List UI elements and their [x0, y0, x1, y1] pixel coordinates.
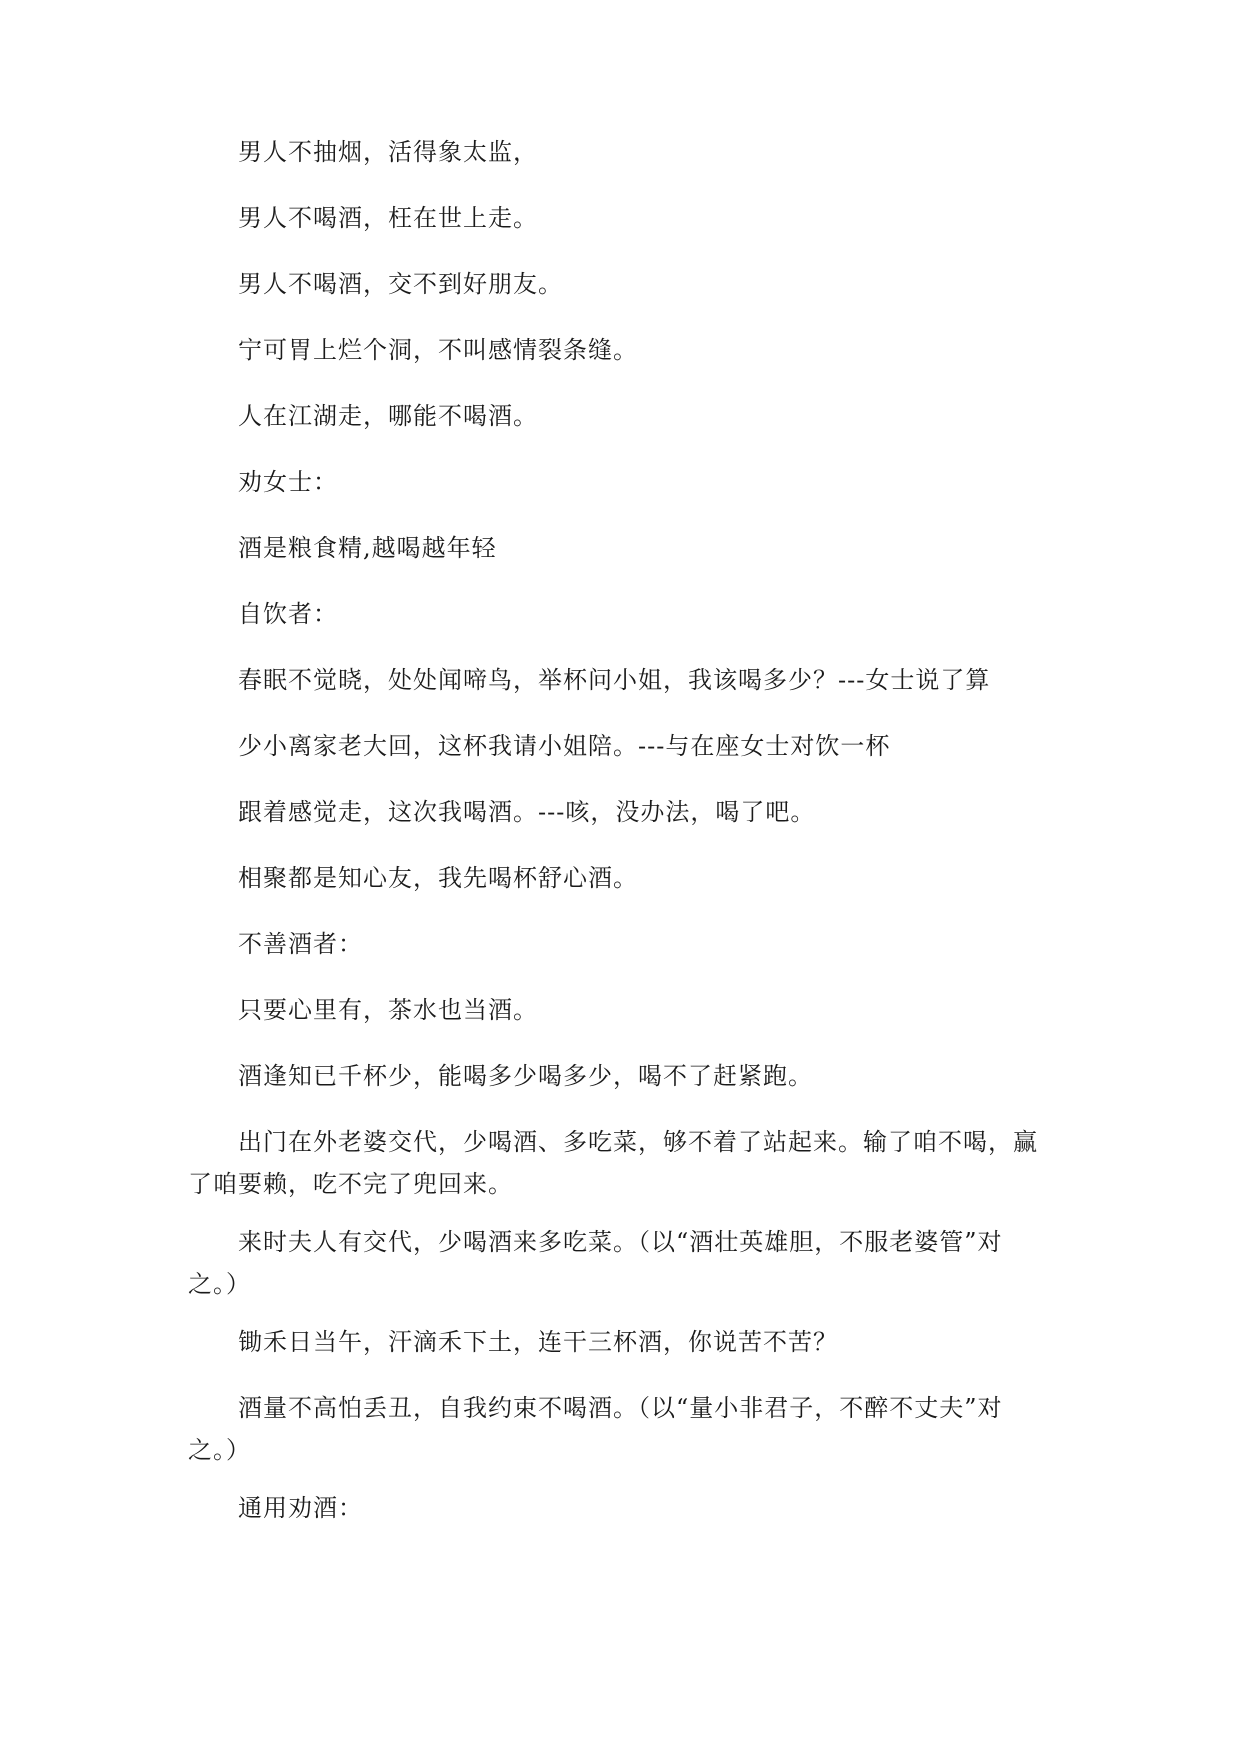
paragraph: 通用劝酒：	[238, 1494, 363, 1522]
paragraph: 男人不抽烟，活得象太监，	[238, 138, 538, 166]
paragraph: 人在江湖走，哪能不喝酒。	[238, 402, 538, 430]
paragraph: 男人不喝酒，交不到好朋友。	[238, 270, 563, 298]
paragraph: 酒是粮食精,越喝越年轻	[238, 534, 497, 562]
paragraph: 劝女士：	[238, 468, 338, 496]
paragraph: 酒量不高怕丢丑，自我约束不喝酒。（以“量小非君子，不醉不丈夫”对之。）	[188, 1394, 1003, 1464]
paragraph: 出门在外老婆交代，少喝酒、多吃菜，够不着了站起来。输了咱不喝，赢了咱要赖，吃不完了兜回来。	[188, 1128, 1038, 1198]
paragraph: 酒逢知已千杯少，能喝多少喝多少，喝不了赶紧跑。	[238, 1062, 813, 1090]
paragraph: 跟着感觉走，这次我喝酒。---咳，没办法，喝了吧。	[238, 798, 816, 826]
paragraph: 相聚都是知心友，我先喝杯舒心酒。	[238, 864, 638, 892]
paragraph: 自饮者：	[238, 600, 338, 628]
paragraph: 少小离家老大回，这杯我请小姐陪。---与在座女士对饮一杯	[238, 732, 891, 760]
paragraph: 锄禾日当午，汗滴禾下土，连干三杯酒，你说苦不苦？	[238, 1328, 838, 1356]
paragraph: 春眠不觉晓，处处闻啼鸟，举杯问小姐，我该喝多少？---女士说了算	[238, 666, 991, 694]
paragraph: 只要心里有，茶水也当酒。	[238, 996, 538, 1024]
paragraph: 男人不喝酒，枉在世上走。	[238, 204, 538, 232]
paragraph: 宁可胃上烂个洞，不叫感情裂条缝。	[238, 336, 638, 364]
paragraph: 不善酒者：	[238, 930, 363, 958]
paragraph: 来时夫人有交代，少喝酒来多吃菜。（以“酒壮英雄胆，不服老婆管”对之。）	[188, 1228, 1003, 1298]
